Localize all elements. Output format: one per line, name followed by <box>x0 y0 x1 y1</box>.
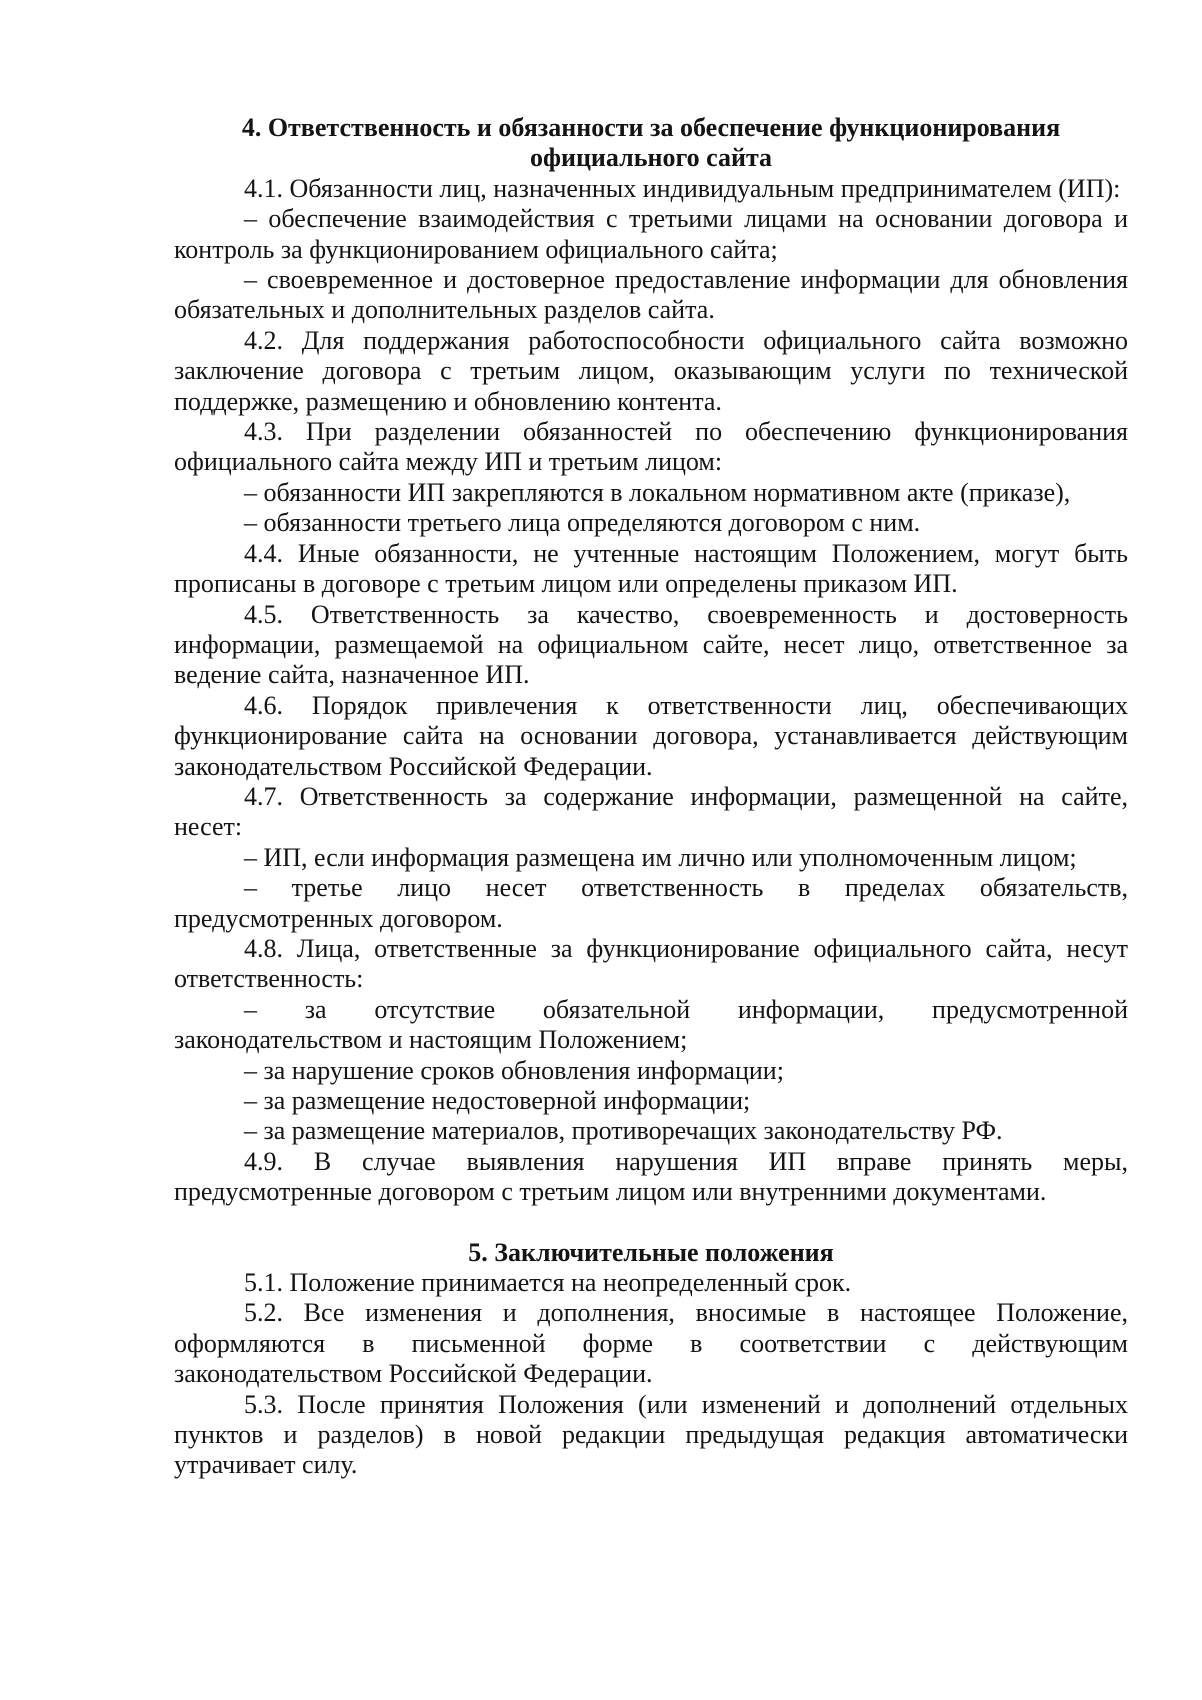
clause-4-7: 4.7. Ответственность за содержание информации, размещенной на сайте, несет: <box>174 781 1128 842</box>
clause-4-3: 4.3. При разделении обязанностей по обеспечению функционирования официального сайта между ИП и третьим лицом: <box>174 417 1128 477</box>
clause-4-9: 4.9. В случае выявления нарушения ИП вправе принять меры, предусмотренные договором с третьим лицом или внутренними документами. <box>174 1146 1128 1207</box>
clause-4-1: 4.1. Обязанности лиц, назначенных индивидуальным предпринимателем (ИП): <box>244 173 1121 203</box>
clause-4-2: 4.2. Для поддержания работоспособности официального сайта возможно заключение договора с третьим лицом, оказывающим услуги по технической поддержке, размещению и обновлению контента. <box>174 325 1128 416</box>
list-item: – за нарушение сроков обновления информации; <box>244 1055 784 1085</box>
clause-5-1: 5.1. Положение принимается на неопределенный срок. <box>244 1268 852 1298</box>
section-5-heading: 5. Заключительные положения <box>468 1237 834 1267</box>
list-item: – обязанности третьего лица определяются договором с ним. <box>244 508 921 538</box>
list-item: – третье лицо несет ответственность в пределах обязательств, предусмотренных договором. <box>174 873 1128 933</box>
document-body <box>174 113 1128 1481</box>
list-item: – ИП, если информация размещена им лично или уполномоченным лицом; <box>244 842 1077 872</box>
clause-4-5: 4.5. Ответственность за качество, своевременность и достоверность информации, размещаемой на официальном сайте, несет лицо, ответственное за ведение сайта, назначенное ИП. <box>174 599 1128 690</box>
list-item: – обязанности ИП закрепляются в локальном нормативном акте (приказе), <box>244 477 1071 507</box>
list-item: – обеспечение взаимодействия с третьими лицами на основании договора и контроль за функционированием официального сайта; <box>174 204 1128 264</box>
section-4-heading: 4. Ответственность и обязанности за обеспечение функционирования официального сайта <box>241 113 1061 173</box>
list-item: – своевременное и достоверное предоставление информации для обновления обязательных и дополнительных разделов сайта. <box>174 265 1128 325</box>
clause-5-2: 5.2. Все изменения и дополнения, вносимые в настоящее Положение, оформляются в письменной форме в соответствии с действующим законодательством Российской Федерации. <box>174 1298 1128 1389</box>
clause-4-6: 4.6. Порядок привлечения к ответственности лиц, обеспечивающих функционирование сайта на основании договора, устанавливается действующим законодательством Российской Федерации. <box>174 690 1128 781</box>
clause-4-8: 4.8. Лица, ответственные за функционирование официального сайта, несут ответственность: <box>174 933 1128 994</box>
list-item: – за размещение материалов, противоречащих законодательству РФ. <box>244 1116 1003 1146</box>
list-item: – за отсутствие обязательной информации, предусмотренной законодательством и настоящим Положением; <box>174 994 1128 1055</box>
clause-5-3: 5.3. После принятия Положения (или изменений и дополнений отдельных пунктов и разделов) в новой редакции предыдущая редакция автоматически утрачивает силу. <box>174 1389 1128 1480</box>
clause-4-4: 4.4. Иные обязанности, не учтенные настоящим Положением, могут быть прописаны в договоре с третьим лицом или определены приказом ИП. <box>174 538 1128 599</box>
list-item: – за размещение недостоверной информации; <box>244 1086 751 1115</box>
